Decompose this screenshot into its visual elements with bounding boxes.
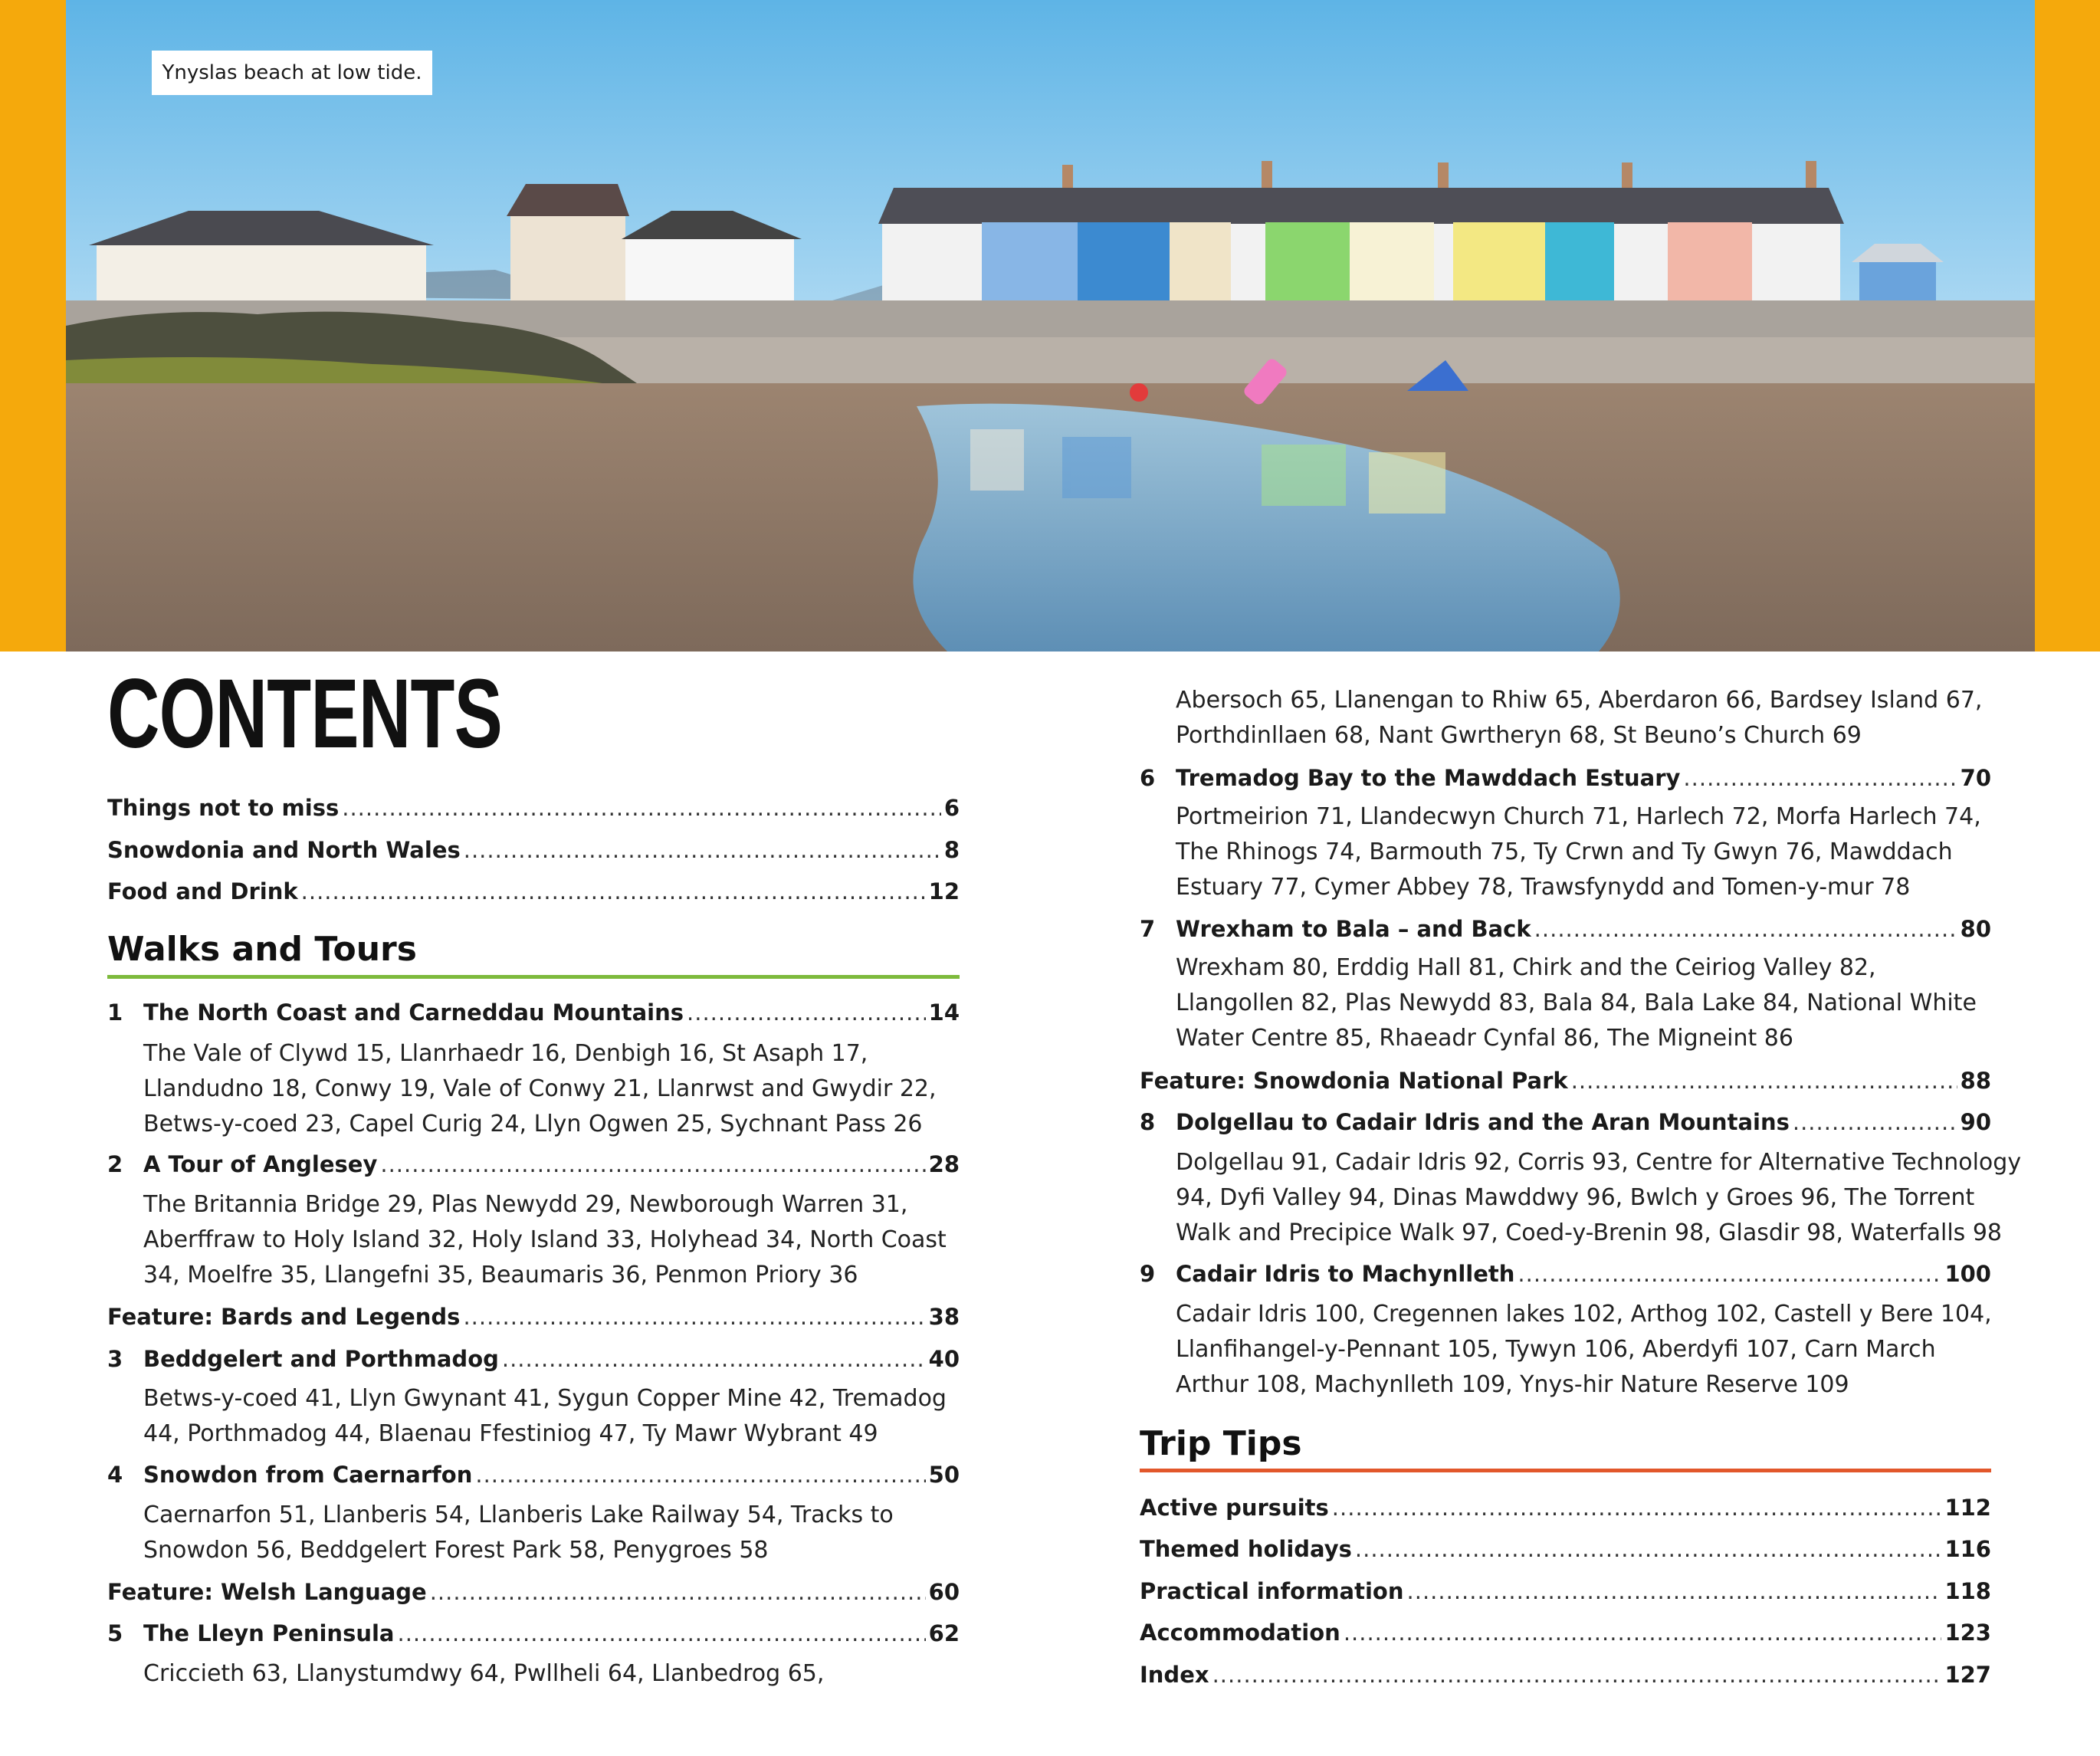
toc-entry-tour-2[interactable]: 2 A Tour of Anglesey ..... 28 [107,1146,960,1183]
page-number: 8 [943,837,960,863]
tour-9-description: Cadair Idris 100, Cregennen lakes 102, Arthog 102, Castell y Bere 104, Llanfihangel-y-Pennant 105, Tywyn 106, Aberdyfi 107, Carn March Arthur 108, Machynlleth 109, Ynys-hir Nature Reserve 109 [1176,1301,1992,1398]
page-number: 90 [1960,1109,1991,1135]
toc-entry-tour-8[interactable]: 8 Dolgellau to Cadair Idris and the Aran Mountains ..... 90 [1140,1104,1991,1141]
toc-entry-active-pursuits[interactable]: Active pursuits ..... 112 [1140,1489,1991,1526]
page-number: 88 [1960,1068,1991,1094]
photo-caption: Ynyslas beach at low tide. [152,51,432,95]
tour-6-description: Portmeirion 71, Llandecwyn Church 71, Harlech 72, Morfa Harlech 74, The Rhinogs 74, Barmouth 75, Ty Crwn and Ty Gwyn 76, Mawddach Estuary 77, Cymer Abbey 78, Trawsfynydd and Tomen-y-mur 78 [1176,803,1981,901]
trip-tips-heading: Trip Tips [1140,1424,1302,1463]
toc-entry-tour-6[interactable]: 6 Tremadog Bay to the Mawddach Estuary ..... 70 [1140,760,1991,796]
page-number: 28 [928,1151,960,1177]
page-number: 60 [928,1579,960,1605]
page-number: 12 [928,878,960,904]
page-number: 62 [928,1620,960,1646]
toc-entry-index[interactable]: Index ..... 127 [1140,1656,1991,1693]
accent-bar-right [2035,0,2100,652]
hero-photo [66,0,2035,652]
toc-entry-food-and-drink[interactable]: Food and Drink ..... 12 [107,873,960,910]
tour-4-description: Caernarfon 51, Llanberis 54, Llanberis Lake Railway 54, Tracks to Snowdon 56, Beddgelert Forest Park 58, Penygroes 58 [143,1502,894,1564]
toc-entry-tour-1[interactable]: 1 The North Coast and Carneddau Mountains ..... 14 [107,994,960,1031]
tour-1-description: The Vale of Clywd 15, Llanrhaedr 16, Denbigh 16, St Asaph 17, Llandudno 18, Conwy 19, Vale of Conwy 21, Llanrwst and Gwydir 22, Betws-y-coed 23, Capel Curig 24, Llyn Ogwen 25, Sychnant Pass 26 [143,1040,937,1137]
page-number: 6 [943,795,960,821]
tour-5-description-start: Criccieth 63, Llanystumdwy 64, Pwllheli 64, Llanbedrog 65, [143,1660,825,1687]
page-number: 80 [1960,916,1991,942]
page-number: 116 [1944,1536,1991,1562]
accent-bar-left [0,0,66,652]
tour-7-description: Wrexham 80, Erddig Hall 81, Chirk and the Ceiriog Valley 82, Llangollen 82, Plas Newydd 83, Bala 84, Bala Lake 84, National White Water Centre 85, Rhaeadr Cynfal 86, The Migneint 86 [1176,954,1977,1052]
trip-tips-rule [1140,1469,1991,1472]
page-number: 100 [1944,1261,1991,1287]
page-number: 112 [1944,1495,1991,1521]
toc-entry-accommodation[interactable]: Accommodation ..... 123 [1140,1614,1991,1651]
walks-and-tours-heading: Walks and Tours [107,930,417,969]
toc-entry-feature-bards[interactable]: Feature: Bards and Legends ..... 38 [107,1298,960,1335]
toc-entry-tour-4[interactable]: 4 Snowdon from Caernarfon ..... 50 [107,1456,960,1493]
toc-entry-tour-5[interactable]: 5 The Lleyn Peninsula ..... 62 [107,1615,960,1652]
walks-rule [107,975,960,979]
toc-entry-snowdonia[interactable]: Snowdonia and North Wales ..... 8 [107,832,960,868]
page-number: 123 [1944,1620,1991,1646]
toc-entry-feature-welsh[interactable]: Feature: Welsh Language ..... 60 [107,1574,960,1610]
page-number: 50 [928,1462,960,1488]
toc-entry-practical-information[interactable]: Practical information ..... 118 [1140,1573,1991,1610]
toc-entry-tour-9[interactable]: 9 Cadair Idris to Machynlleth ..... 100 [1140,1255,1991,1292]
page-number: 40 [928,1346,960,1372]
page-number: 127 [1944,1662,1991,1688]
toc-entry-tour-7[interactable]: 7 Wrexham to Bala – and Back ..... 80 [1140,911,1991,947]
page-number: 38 [928,1304,960,1330]
toc-entry-themed-holidays[interactable]: Themed holidays ..... 116 [1140,1531,1991,1567]
toc-entry-feature-snowdonia[interactable]: Feature: Snowdonia National Park ..... 88 [1140,1062,1991,1099]
page-number: 70 [1960,765,1991,791]
tour-2-description: The Britannia Bridge 29, Plas Newydd 29, Newborough Warren 31, Aberffraw to Holy Island 32, Holy Island 33, Holyhead 34, North Coast 34, Moelfre 35, Llangefni 35, Beaumaris 36, Penmon Priory 36 [143,1191,947,1288]
contents-title: CONTENTS [107,659,503,769]
toc-entry-tour-3[interactable]: 3 Beddgelert and Porthmadog ..... 40 [107,1341,960,1377]
toc-entry-things-not-to-miss[interactable]: Things not to miss ..... 6 [107,789,960,826]
tour-8-description: Dolgellau 91, Cadair Idris 92, Corris 93, Centre for Alternative Technology 94, Dyfi Valley 94, Dinas Mawddwy 96, Bwlch y Groes 96, The Torrent Walk and Precipice Walk 97, Coed-y-Brenin 98, Glasdir 98, Waterfalls 98 [1176,1149,2022,1246]
page-number: 14 [928,999,960,1026]
beach-photo-illustration [66,0,2035,652]
page-number: 118 [1944,1578,1991,1604]
tour-3-description: Betws-y-coed 41, Llyn Gwynant 41, Sygun Copper Mine 42, Tremadog 44, Porthmadog 44, Blaenau Ffestiniog 47, Ty Mawr Wybrant 49 [143,1385,947,1447]
tour-5-description-cont: Abersoch 65, Llanengan to Rhiw 65, Aberdaron 66, Bardsey Island 67, Porthdinllaen 68, Nant Gwrtheryn 68, St Beuno’s Church 69 [1176,687,1983,749]
